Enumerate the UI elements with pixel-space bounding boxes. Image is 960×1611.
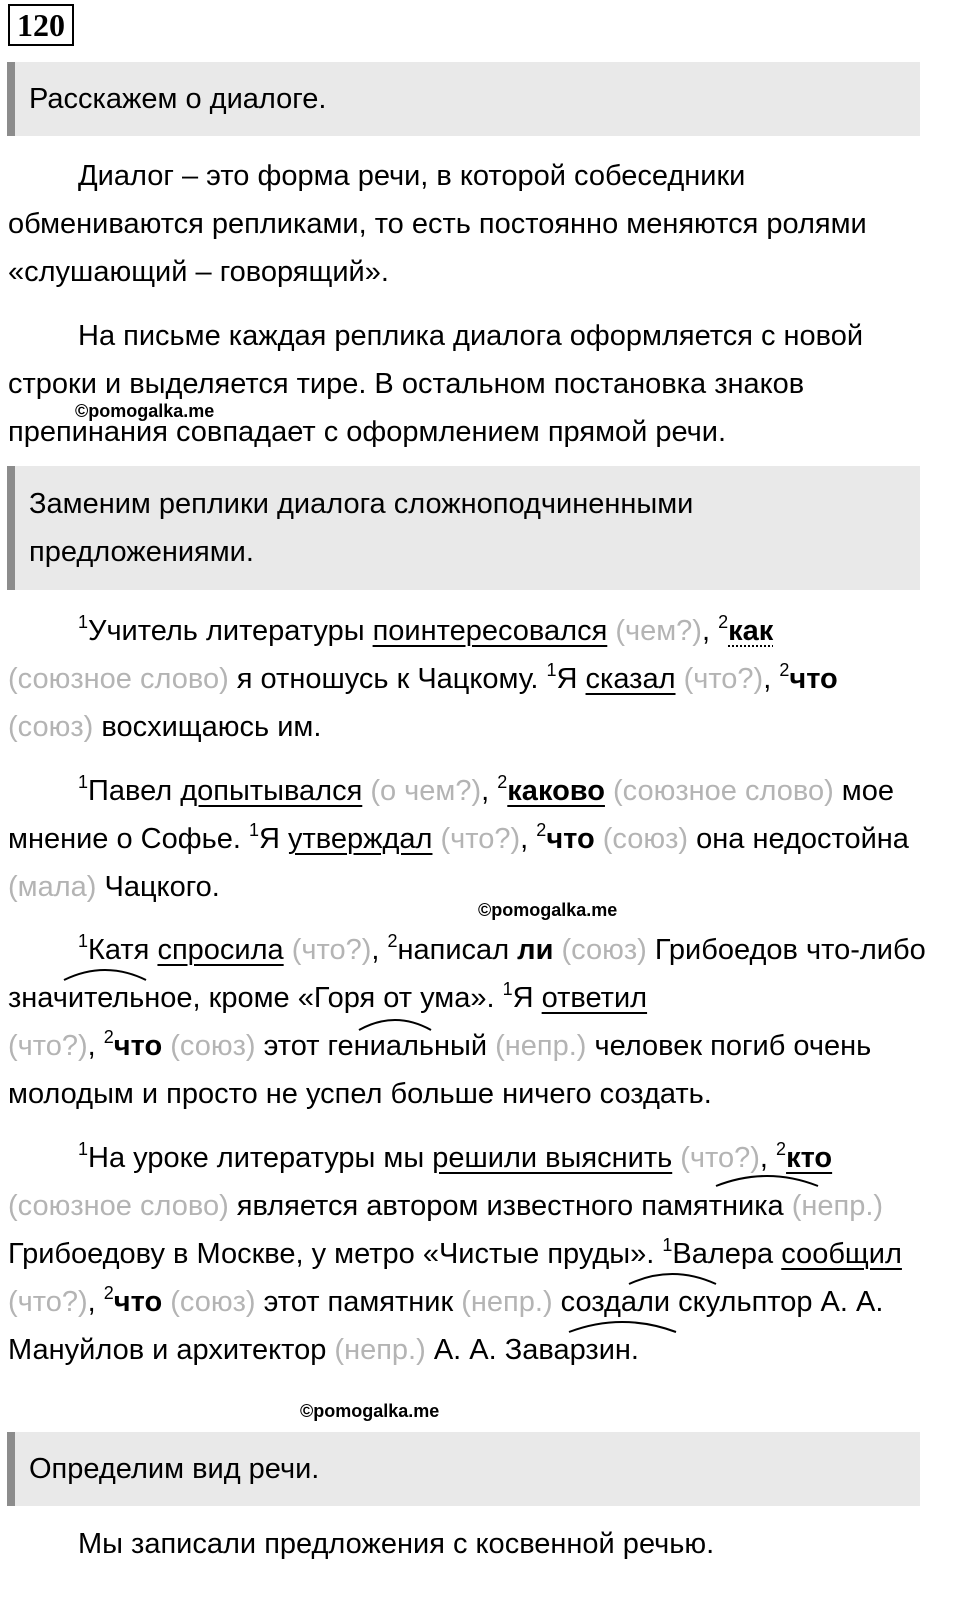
text-fragment: Грибоедов что-либо значительное, кроме «Горя от ума».: [8, 934, 926, 1014]
text-fragment: этот гениальный: [255, 1030, 496, 1062]
text-fragment: восхищаюсь им.: [93, 711, 322, 743]
text-fragment: ,: [87, 1030, 104, 1062]
section-heading-text: Расскажем о диалоге.: [29, 83, 327, 115]
text-fragment: человек погиб очень молодым и просто не успел больше ничего создать.: [8, 1030, 872, 1110]
conjunctive-word: как: [728, 615, 774, 647]
section-heading-text: Заменим реплики диалога сложноподчиненными предложениями.: [29, 488, 694, 568]
text-fragment: ,: [481, 775, 498, 807]
watermark: ©pomogalka.me: [478, 900, 618, 920]
text-fragment: Я: [512, 982, 542, 1014]
sentence-block-a: [8, 607, 933, 751]
intro-text: Диалог – это форма речи, в которой собеседники обмениваются репликами, то есть постоянно меняются ролями «слушающий – говорящий».: [8, 160, 867, 288]
intro-paragraph-1: [8, 152, 933, 296]
question-hint: (о чем?): [362, 775, 482, 807]
question-hint: (союзное слово): [8, 1190, 229, 1222]
text-fragment: ,: [371, 934, 388, 966]
text-fragment: ,: [87, 1286, 104, 1318]
section-heading-3: [7, 1432, 920, 1506]
text-fragment: ,: [763, 663, 780, 695]
text-fragment: ,: [759, 1142, 777, 1174]
text-fragment: На уроке литературы мы: [88, 1142, 433, 1174]
conjunction: что: [546, 823, 595, 855]
text-fragment: Катя: [88, 934, 158, 966]
question-hint: (мала): [8, 871, 97, 903]
question-hint: (непр.): [791, 1190, 884, 1222]
question-hint: (союз): [162, 1286, 256, 1318]
text-fragment: Чацкого.: [96, 871, 220, 903]
question-hint: (что?): [8, 1030, 88, 1062]
text-fragment: Учитель литературы: [88, 615, 373, 647]
text-fragment: Я: [258, 823, 288, 855]
question-hint: (непр.): [495, 1030, 587, 1062]
question-hint: (что?): [432, 823, 521, 855]
predicate: сообщил: [781, 1238, 902, 1270]
text-fragment: Валера: [672, 1238, 782, 1270]
predicate: поинтересовался: [372, 615, 608, 647]
question-hint: (союз): [8, 711, 94, 743]
text-fragment: А. А. Заварзин.: [425, 1334, 639, 1366]
intro-text: На письме каждая реплика диалога оформляется с новой строки и выделяется тире. В остальном постановка знаков препинания совпадает с оформлением прямой речи.: [8, 320, 864, 448]
text-fragment: написал: [397, 934, 518, 966]
question-hint: (союзное слово): [8, 663, 229, 695]
conclusion-paragraph: [8, 1520, 933, 1568]
predicate: допытывался: [180, 775, 363, 807]
task-number: 120: [8, 4, 74, 46]
conjunctive-word: каково: [507, 775, 605, 807]
watermark: ©pomogalka.me: [75, 401, 215, 421]
conjunction: что: [113, 1030, 163, 1062]
clause-marker: 2: [776, 1139, 787, 1159]
clause-marker: 1: [502, 979, 513, 999]
section-heading-text: Определим вид речи.: [29, 1453, 320, 1485]
text-fragment: Я: [556, 663, 586, 695]
clause-marker: 1: [78, 772, 89, 792]
intro-paragraph-2: [8, 312, 933, 456]
sentence-block-b: [8, 767, 933, 911]
conjunction: ли: [517, 934, 554, 966]
text-fragment: ,: [701, 615, 719, 647]
question-hint: (союзное слово): [604, 775, 834, 807]
clause-marker: 2: [497, 772, 508, 792]
clause-marker: 1: [546, 660, 557, 680]
text-fragment: является автором известного памятника: [228, 1190, 792, 1222]
conjunction: что: [113, 1286, 163, 1318]
question-hint: (союз): [594, 823, 689, 855]
text-fragment: я отношусь к Чацкому.: [228, 663, 547, 695]
predicate: решили выяснить: [432, 1142, 673, 1174]
clause-marker: 1: [78, 931, 89, 951]
text-fragment: этот памятник: [255, 1286, 462, 1318]
clause-marker: 2: [103, 1283, 114, 1303]
clause-marker: 2: [718, 612, 729, 632]
sentence-block-c: [8, 926, 933, 1118]
predicate: ответил: [541, 982, 648, 1014]
conjunction: что: [789, 663, 838, 695]
question-hint: (что?): [675, 663, 764, 695]
clause-marker: 1: [662, 1235, 673, 1255]
text-fragment: создали скульптор А. А. Мануйлов и архитектор: [8, 1286, 884, 1366]
question-hint: (чем?): [607, 615, 702, 647]
clause-marker: 2: [387, 931, 398, 951]
watermark: ©pomogalka.me: [300, 1401, 440, 1421]
question-hint: (непр.): [461, 1286, 553, 1318]
predicate: утверждал: [287, 823, 433, 855]
question-hint: (что?): [672, 1142, 760, 1174]
conjunctive-word: кто: [786, 1142, 833, 1174]
text-fragment: ,: [520, 823, 537, 855]
clause-marker: 2: [779, 660, 790, 680]
text-fragment: Павел: [88, 775, 181, 807]
question-hint: (союз): [553, 934, 647, 966]
text-fragment: мое мнение о Софье.: [8, 775, 895, 855]
clause-marker: 1: [78, 1139, 89, 1159]
question-hint: (что?): [283, 934, 372, 966]
section-heading-1: [7, 62, 920, 136]
conclusion-text: Мы записали предложения с косвенной речью.: [78, 1528, 715, 1560]
question-hint: (непр.): [334, 1334, 426, 1366]
predicate: спросила: [157, 934, 284, 966]
text-fragment: Грибоедову в Москве, у метро «Чистые пруды».: [8, 1238, 663, 1270]
text-fragment: она недостойна: [688, 823, 909, 855]
section-heading-2: [7, 466, 920, 590]
question-hint: (что?): [8, 1286, 88, 1318]
sentence-block-d: [8, 1134, 933, 1374]
clause-marker: 2: [536, 820, 547, 840]
clause-marker: 1: [78, 612, 89, 632]
predicate: сказал: [585, 663, 676, 695]
clause-marker: 2: [103, 1027, 114, 1047]
question-hint: (союз): [162, 1030, 256, 1062]
clause-marker: 1: [248, 820, 259, 840]
